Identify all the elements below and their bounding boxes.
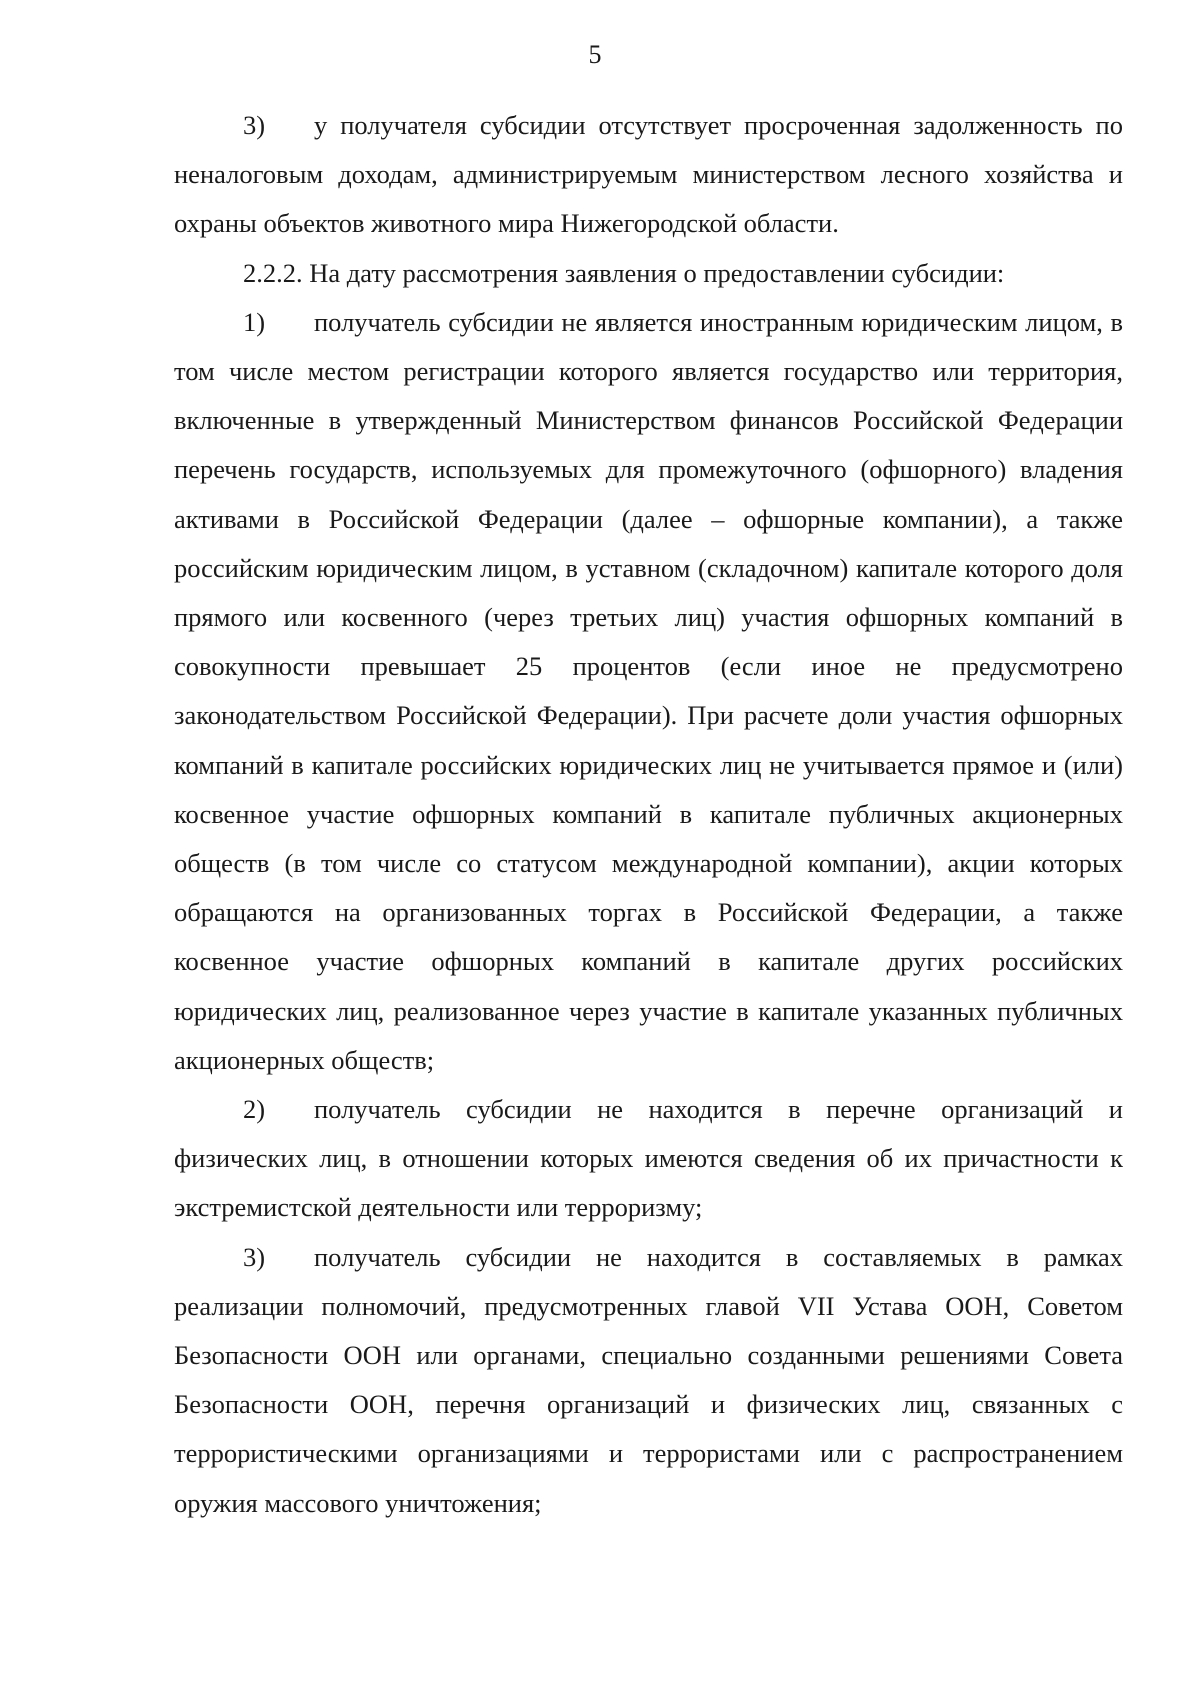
list-marker: 2) <box>243 1094 266 1125</box>
list-marker: 3) <box>243 110 266 140</box>
page-number: 5 <box>588 40 602 69</box>
paragraph-item-3-debt <box>174 101 1123 249</box>
paragraph-item-1-offshore <box>174 298 1123 1085</box>
paragraph-text: у получателя субсидии отсутствует просроченная задолженность по неналоговым доходам, администрируемым министерством лесного хозяйства и охраны объектов животного мира Нижегородской области. <box>174 110 1123 239</box>
paragraph-item-3-un-lists <box>174 1233 1123 1528</box>
list-marker: 3) <box>243 1241 266 1272</box>
list-marker: 1) <box>243 306 266 337</box>
paragraph-section-2-2-2 <box>174 249 1123 298</box>
paragraph-text: получатель субсидии не находится в перечне организаций и физических лиц, в отношении которых имеются сведения об их причастности к экстремистской деятельности или терроризму; <box>174 1094 1123 1223</box>
document-body <box>174 101 1123 1528</box>
paragraph-text: 2.2.2. На дату рассмотрения заявления о предоставлении субсидии: <box>243 257 1005 288</box>
paragraph-text: получатель субсидии не находится в составляемых в рамках реализации полномочий, предусмотренных главой VII Устава ООН, Советом Безопасности ООН или органами, специально созданными решениями Совета Безопасности ООН, перечня организаций и физических лиц, связанных с террористическими организациями и террористами или с распространением оружия массового уничтожения; <box>174 1241 1123 1518</box>
paragraph-item-2-extremism <box>174 1085 1123 1233</box>
paragraph-text: получатель субсидии не является иностранным юридическим лицом, в том числе местом регистрации которого является государство или территория, включенные в утвержденный Министерством финансов Российской Федерации перечень государств, используемых для промежуточного (офшорного) владения активами в Российской Федерации (далее – офшорные компании), а также российским юридическим лицом, в уставном (складочном) капитале которого доля прямого или косвенного (через третьих лиц) участия офшорных компаний в совокупности превышает 25 процентов (если иное не предусмотрено законодательством Российской Федерации). При расчете доли участия офшорных компаний в капитале российских юридических лиц не учитывается прямое и (или) косвенное участие офшорных компаний в капитале публичных акционерных обществ (в том числе со статусом международной компании), акции которых обращаются на организованных торгах в Российской Федерации, а также косвенное участие офшорных компаний в капитале других российских юридических лиц, реализованное через участие в капитале указанных публичных акционерных обществ; <box>174 306 1123 1075</box>
